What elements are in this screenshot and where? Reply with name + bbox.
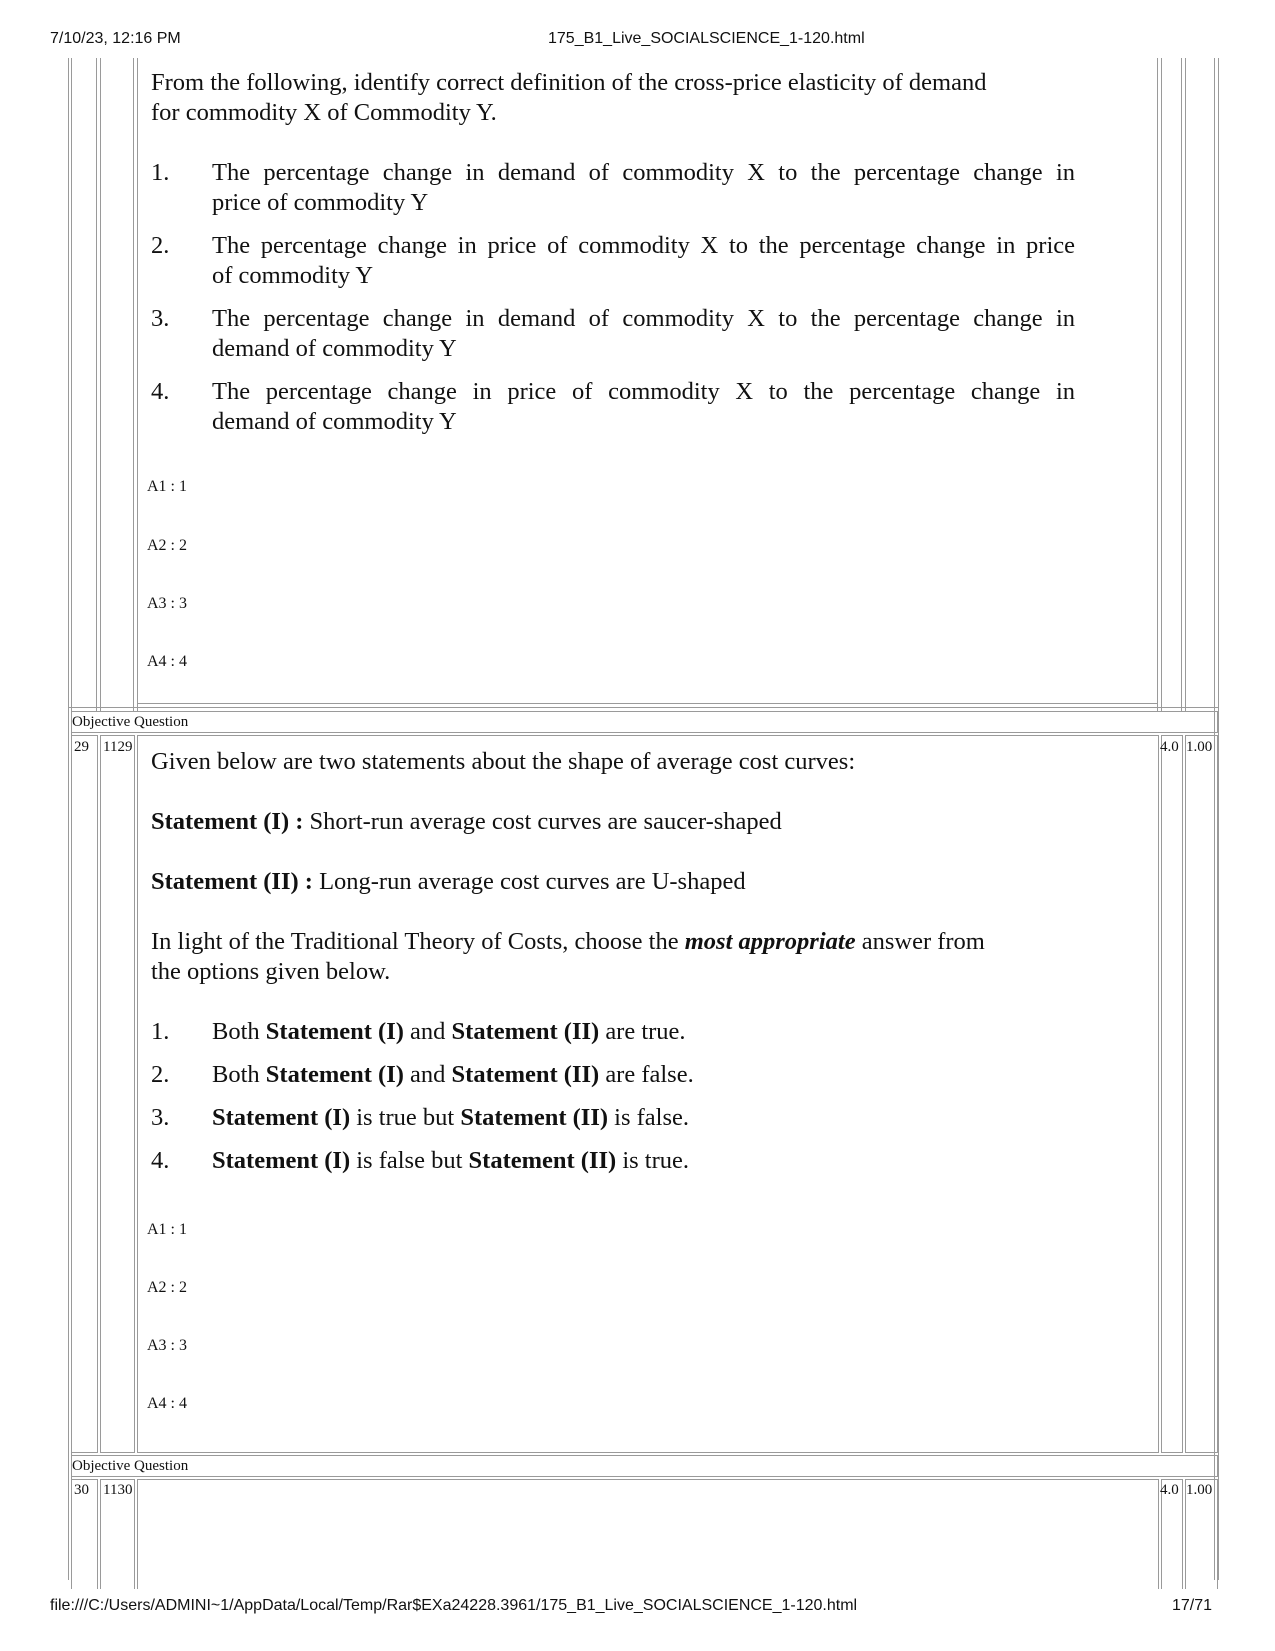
- table-border: [137, 58, 138, 711]
- q29-answer-4: A4 : 4: [147, 1395, 187, 1412]
- q29-qid: 1129: [103, 739, 133, 755]
- q28-answer-2: A2 : 2: [147, 537, 187, 554]
- q28-answer-3: A3 : 3: [147, 595, 187, 612]
- print-page-number: 17/71: [1172, 1597, 1213, 1614]
- question-type-label: Objective Question: [72, 1458, 189, 1474]
- q30-sno: 30: [74, 1482, 89, 1498]
- question-type-row: [71, 711, 1218, 733]
- table-border: [68, 58, 69, 1580]
- q28-option-1: 1. The percentage change in demand of commodity X to the percentage change in price of commodity Y: [151, 159, 1075, 216]
- table-border: [96, 58, 97, 711]
- q28-answer-4: A4 : 4: [147, 653, 187, 670]
- table-border: [1181, 58, 1182, 711]
- q29-statement-2: Statement (II) : Long-run average cost curves are U-shaped: [151, 868, 746, 895]
- q30-negative-marks: 1.00: [1186, 1482, 1213, 1498]
- q29-answer-1: A1 : 1: [147, 1221, 187, 1238]
- q29-marks: 4.0: [1160, 739, 1179, 755]
- table-border: [137, 703, 1157, 704]
- q29-sno: 29: [74, 739, 89, 755]
- neg-cell: [1185, 735, 1218, 1453]
- q28-option-3: 3. The percentage change in demand of commodity X to the percentage change in demand of commodity Y: [151, 305, 1075, 362]
- q29-intro: Given below are two statements about the shape of average cost curves:: [151, 748, 856, 775]
- q30-marks: 4.0: [1160, 1482, 1179, 1498]
- qid-cell: [100, 735, 135, 1453]
- q29-instruction: In light of the Traditional Theory of Costs, choose the most appropriate answer from the options given below.: [151, 928, 985, 985]
- question-type-label: Objective Question: [72, 714, 189, 730]
- q29-negative-marks: 1.00: [1186, 739, 1213, 755]
- table-border: [1161, 58, 1162, 711]
- sno-cell: [71, 735, 98, 1453]
- print-file-path: file:///C:/Users/ADMINI~1/AppData/Local/Temp/Rar$EXa24228.3961/175_B1_Live_SOCIALSCIENCE_1-120.html: [50, 1597, 858, 1614]
- table-border: [1185, 58, 1186, 711]
- q29-answer-3: A3 : 3: [147, 1337, 187, 1354]
- question-type-row: [71, 1455, 1218, 1477]
- table-border: [133, 58, 134, 711]
- q28-answer-1: A1 : 1: [147, 478, 187, 495]
- q28-option-4: 4. The percentage change in price of commodity X to the percentage change in demand of commodity Y: [151, 378, 1075, 435]
- q29-answer-2: A2 : 2: [147, 1279, 187, 1296]
- print-datetime: 7/10/23, 12:16 PM: [50, 30, 181, 47]
- question-cell: [137, 1479, 1159, 1589]
- question-28-text: From the following, identify correct definition of the cross-price elasticity of demand for commodity X of Commodity Y.: [151, 69, 987, 126]
- question-cell: [137, 735, 1159, 1453]
- table-border: [1157, 58, 1158, 711]
- q29-statement-1: Statement (I) : Short-run average cost curves are saucer-shaped: [151, 808, 782, 835]
- print-doc-title: 175_B1_Live_SOCIALSCIENCE_1-120.html: [548, 30, 865, 47]
- table-border: [68, 707, 1219, 708]
- q28-option-2: 2. The percentage change in price of commodity X to the percentage change in price of commodity Y: [151, 232, 1075, 289]
- table-border: [100, 58, 101, 711]
- table-border: [1218, 58, 1219, 1580]
- marks-cell: [1161, 735, 1183, 1453]
- q30-qid: 1130: [103, 1482, 133, 1498]
